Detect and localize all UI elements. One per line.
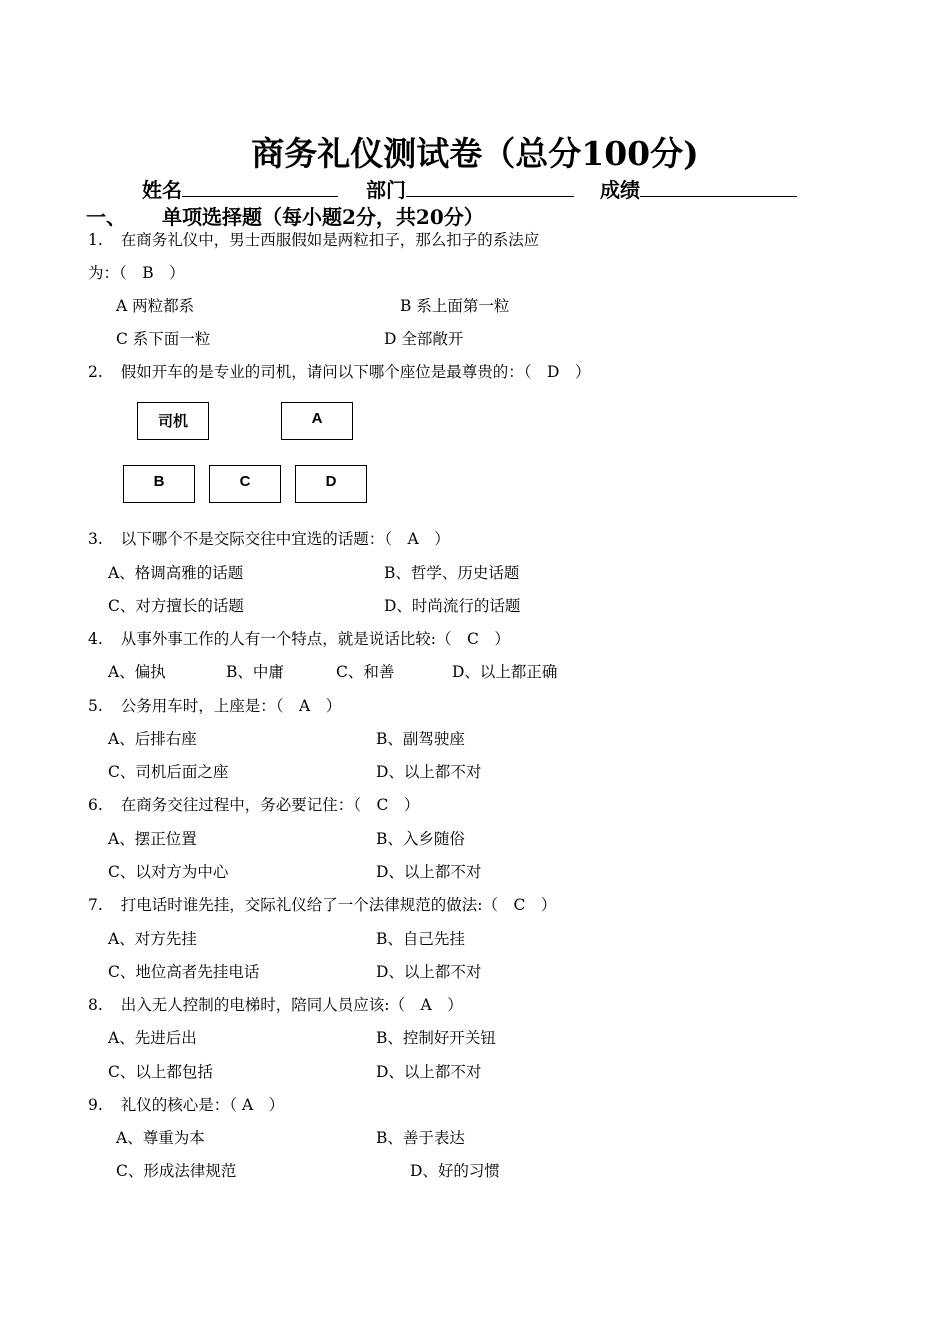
question-number: 2. xyxy=(88,363,103,381)
option-d: D、以上都不对 xyxy=(376,963,482,981)
question-1 xyxy=(88,228,539,250)
question-9 xyxy=(88,1093,284,1115)
option-b: B、哲学、历史话题 xyxy=(384,564,520,582)
exam-title: 商务礼仪测试卷（总分100分) xyxy=(251,134,699,173)
option-d: D、以上都不对 xyxy=(376,863,482,881)
option-d: D、时尚流行的话题 xyxy=(384,597,521,615)
question-number: 7. xyxy=(88,896,103,914)
name-label: 姓名 xyxy=(142,178,182,202)
option-c: C、和善 xyxy=(336,663,395,681)
department-blank[interactable] xyxy=(406,176,574,197)
question-text: 打电话时谁先挂，交际礼仪给了一个法律规范的做法:（ C ） xyxy=(120,896,557,914)
option-d: D 全部敞开 xyxy=(384,330,464,348)
option-b: B、入乡随俗 xyxy=(376,830,465,848)
option-c: C 系下面一粒 xyxy=(116,330,211,348)
option-c: C、对方擅长的话题 xyxy=(108,597,244,615)
question-5 xyxy=(88,694,341,716)
score-field[interactable] xyxy=(600,174,797,203)
question-text: 公务用车时，上座是：（ A ） xyxy=(120,697,342,715)
question-8 xyxy=(88,993,463,1015)
question-4 xyxy=(88,627,510,649)
question-number: 4. xyxy=(88,630,103,648)
question-text: 假如开车的是专业的司机，请问以下哪个座位是最尊贵的：（ D ） xyxy=(120,363,591,381)
seat-d: D xyxy=(295,465,367,503)
section-heading xyxy=(86,201,484,230)
option-c: C、司机后面之座 xyxy=(108,763,229,781)
option-c: C、形成法律规范 xyxy=(116,1162,237,1180)
question-number: 6. xyxy=(88,796,103,814)
option-b: B、副驾驶座 xyxy=(376,730,465,748)
section-number: 一、 xyxy=(86,205,126,229)
question-number: 9. xyxy=(88,1096,103,1114)
section-title: 单项选择题（每小题2分，共20分） xyxy=(162,205,484,229)
option-b: B、自己先挂 xyxy=(376,930,465,948)
option-a: A、后排右座 xyxy=(108,730,197,748)
option-c: C、以上都包括 xyxy=(108,1063,213,1081)
option-b: B、善于表达 xyxy=(376,1129,465,1147)
score-blank[interactable] xyxy=(640,176,797,197)
question-text: 以下哪个不是交际交往中宜选的话题：（ A ） xyxy=(120,530,450,548)
question-3 xyxy=(88,527,450,549)
name-blank[interactable] xyxy=(182,176,338,197)
option-d: D、以上都不对 xyxy=(376,763,482,781)
question-text: 从事外事工作的人有一个特点，就是说话比较:（ C ） xyxy=(120,630,510,648)
option-a: A、先进后出 xyxy=(108,1029,197,1047)
option-a: A、摆正位置 xyxy=(108,830,197,848)
option-a: A 两粒都系 xyxy=(116,297,195,315)
option-c: C、以对方为中心 xyxy=(108,863,229,881)
department-label: 部门 xyxy=(366,178,406,202)
option-a: A、偏执 xyxy=(108,663,166,681)
seat-b: B xyxy=(123,465,195,503)
question-text: 在商务交往过程中，务必要记住：（ C ） xyxy=(120,796,420,814)
score-label: 成绩 xyxy=(600,178,640,202)
question-text: 在商务礼仪中，男士西服假如是两粒扣子，那么扣子的系法应 xyxy=(120,231,540,249)
option-d: D、以上都不对 xyxy=(376,1063,482,1081)
seat-driver: 司机 xyxy=(137,402,209,440)
option-a: A、对方先挂 xyxy=(108,930,197,948)
option-a: A、尊重为本 xyxy=(116,1129,205,1147)
option-a: A、格调高雅的话题 xyxy=(108,564,244,582)
option-c: C、地位高者先挂电话 xyxy=(108,963,260,981)
option-d: D、好的习惯 xyxy=(410,1162,500,1180)
question-7 xyxy=(88,893,556,915)
question-number: 5. xyxy=(88,697,103,715)
question-1-continued: 为：（ B ） xyxy=(88,264,185,282)
option-b: B、控制好开关钮 xyxy=(376,1029,496,1047)
seat-c: C xyxy=(209,465,281,503)
department-field[interactable] xyxy=(366,174,574,203)
question-number: 8. xyxy=(88,996,103,1014)
option-d: D、以上都正确 xyxy=(452,663,558,681)
option-b: B 系上面第一粒 xyxy=(400,297,510,315)
seat-a: A xyxy=(281,402,353,440)
option-b: B、中庸 xyxy=(226,663,284,681)
question-6 xyxy=(88,793,419,815)
question-text: 出入无人控制的电梯时，陪同人员应该:（ A ） xyxy=(120,996,463,1014)
name-field[interactable] xyxy=(142,174,338,203)
question-2 xyxy=(88,360,590,382)
question-number: 3. xyxy=(88,530,103,548)
question-number: 1. xyxy=(88,231,103,249)
question-text: 礼仪的核心是：（ A ） xyxy=(120,1096,285,1114)
